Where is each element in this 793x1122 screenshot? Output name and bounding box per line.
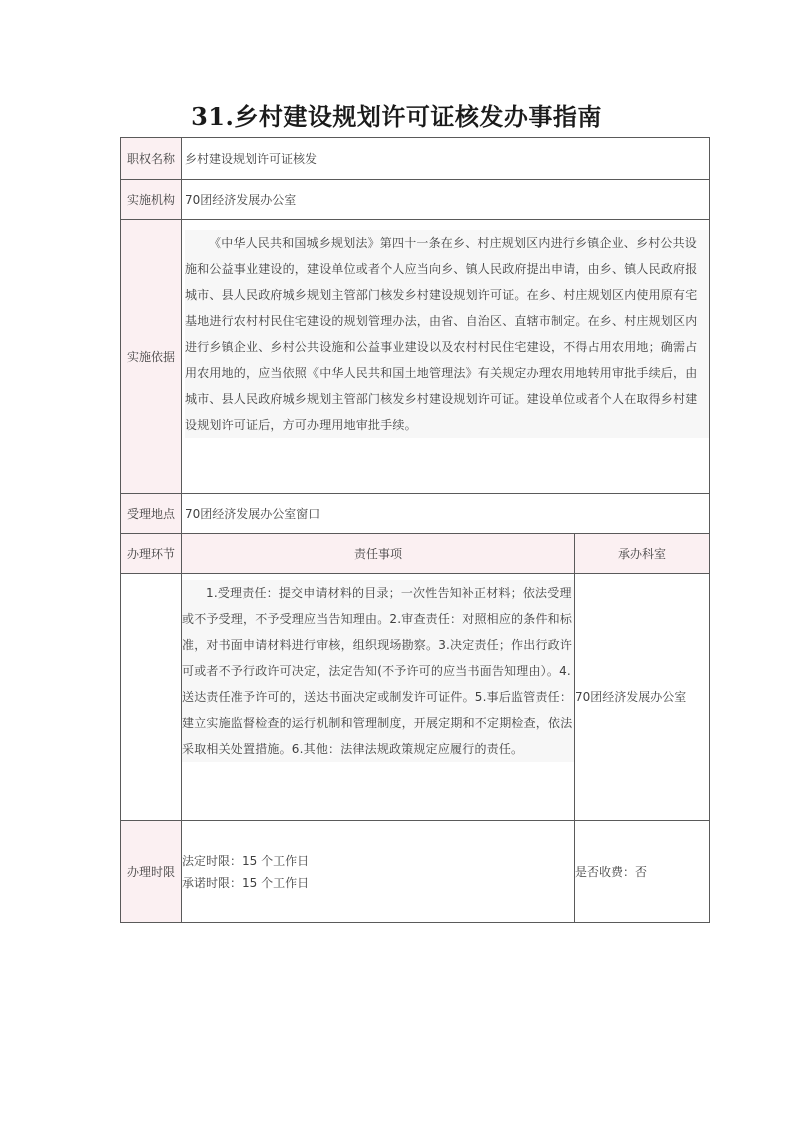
table-row	[121, 220, 710, 494]
power-name-label: 职权名称	[121, 138, 182, 180]
basis-cell	[182, 220, 710, 494]
agency-value: 70团经济发展办公室	[182, 180, 710, 220]
responsibility-header: 责任事项	[182, 534, 575, 574]
legal-time-limit: 法定时限：15 个工作日	[182, 853, 310, 868]
guide-table	[120, 137, 710, 923]
time-limit-cell	[182, 821, 575, 923]
table-row	[121, 534, 710, 574]
page-title: 31.乡村建设规划许可证核发办事指南	[191, 102, 602, 131]
table-row	[121, 494, 710, 534]
process-empty-cell	[121, 574, 182, 821]
responsibility-cell	[182, 574, 575, 821]
table-row	[121, 138, 710, 180]
agency-label: 实施机构	[121, 180, 182, 220]
promised-time-limit: 承诺时限：15 个工作日	[182, 875, 310, 890]
department-header: 承办科室	[575, 534, 710, 574]
process-label: 办理环节	[121, 534, 182, 574]
table-row	[121, 574, 710, 821]
basis-label: 实施依据	[121, 220, 182, 494]
location-value: 70团经济发展办公室窗口	[182, 494, 710, 534]
time-limit-label: 办理时限	[121, 821, 182, 923]
power-name-value: 乡村建设规划许可证核发	[182, 138, 710, 180]
department-value: 70团经济发展办公室	[575, 574, 710, 821]
table-row	[121, 180, 710, 220]
responsibility-text: 1.受理责任：提交申请材料的目录；一次性告知补正材料；依法受理或不予受理，不予受理应当告知理由。2.审查责任：对照相应的条件和标准，对书面申请材料进行审核，组织现场勘察。3.决定责任；作出行政许可或者不予行政许可决定，法定告知(不予许可的应当书面告知理由）。4.送达责任准予许可的，送达书面决定或制发许可证件。5.事后监管责任：建立实施监督检查的运行机制和管理制度，开展定期和不定期检查，依法采取相关处置措施。6.其他：法律法规政策规定应履行的责任。	[182, 580, 574, 762]
table-row	[121, 821, 710, 923]
fee-value: 是否收费：否	[575, 821, 710, 923]
location-label: 受理地点	[121, 494, 182, 534]
basis-text: 《中华人民共和国城乡规划法》第四十一条在乡、村庄规划区内进行乡镇企业、乡村公共设施和公益事业建设的，建设单位或者个人应当向乡、镇人民政府提出申请，由乡、镇人民政府报城市、县人民政府城乡规划主管部门核发乡村建设规划许可证。在乡、村庄规划区内使用原有宅基地进行农村村民住宅建设的规划管理办法，由省、自治区、直辖市制定。在乡、村庄规划区内进行乡镇企业、乡村公共设施和公益事业建设以及农村村民住宅建设，不得占用农用地；确需占用农用地的，应当依照《中华人民共和国土地管理法》有关规定办理农用地转用审批手续后，由城市、县人民政府城乡规划主管部门核发乡村建设规划许可证。建设单位或者个人在取得乡村建设规划许可证后，方可办理用地审批手续。	[185, 230, 709, 438]
